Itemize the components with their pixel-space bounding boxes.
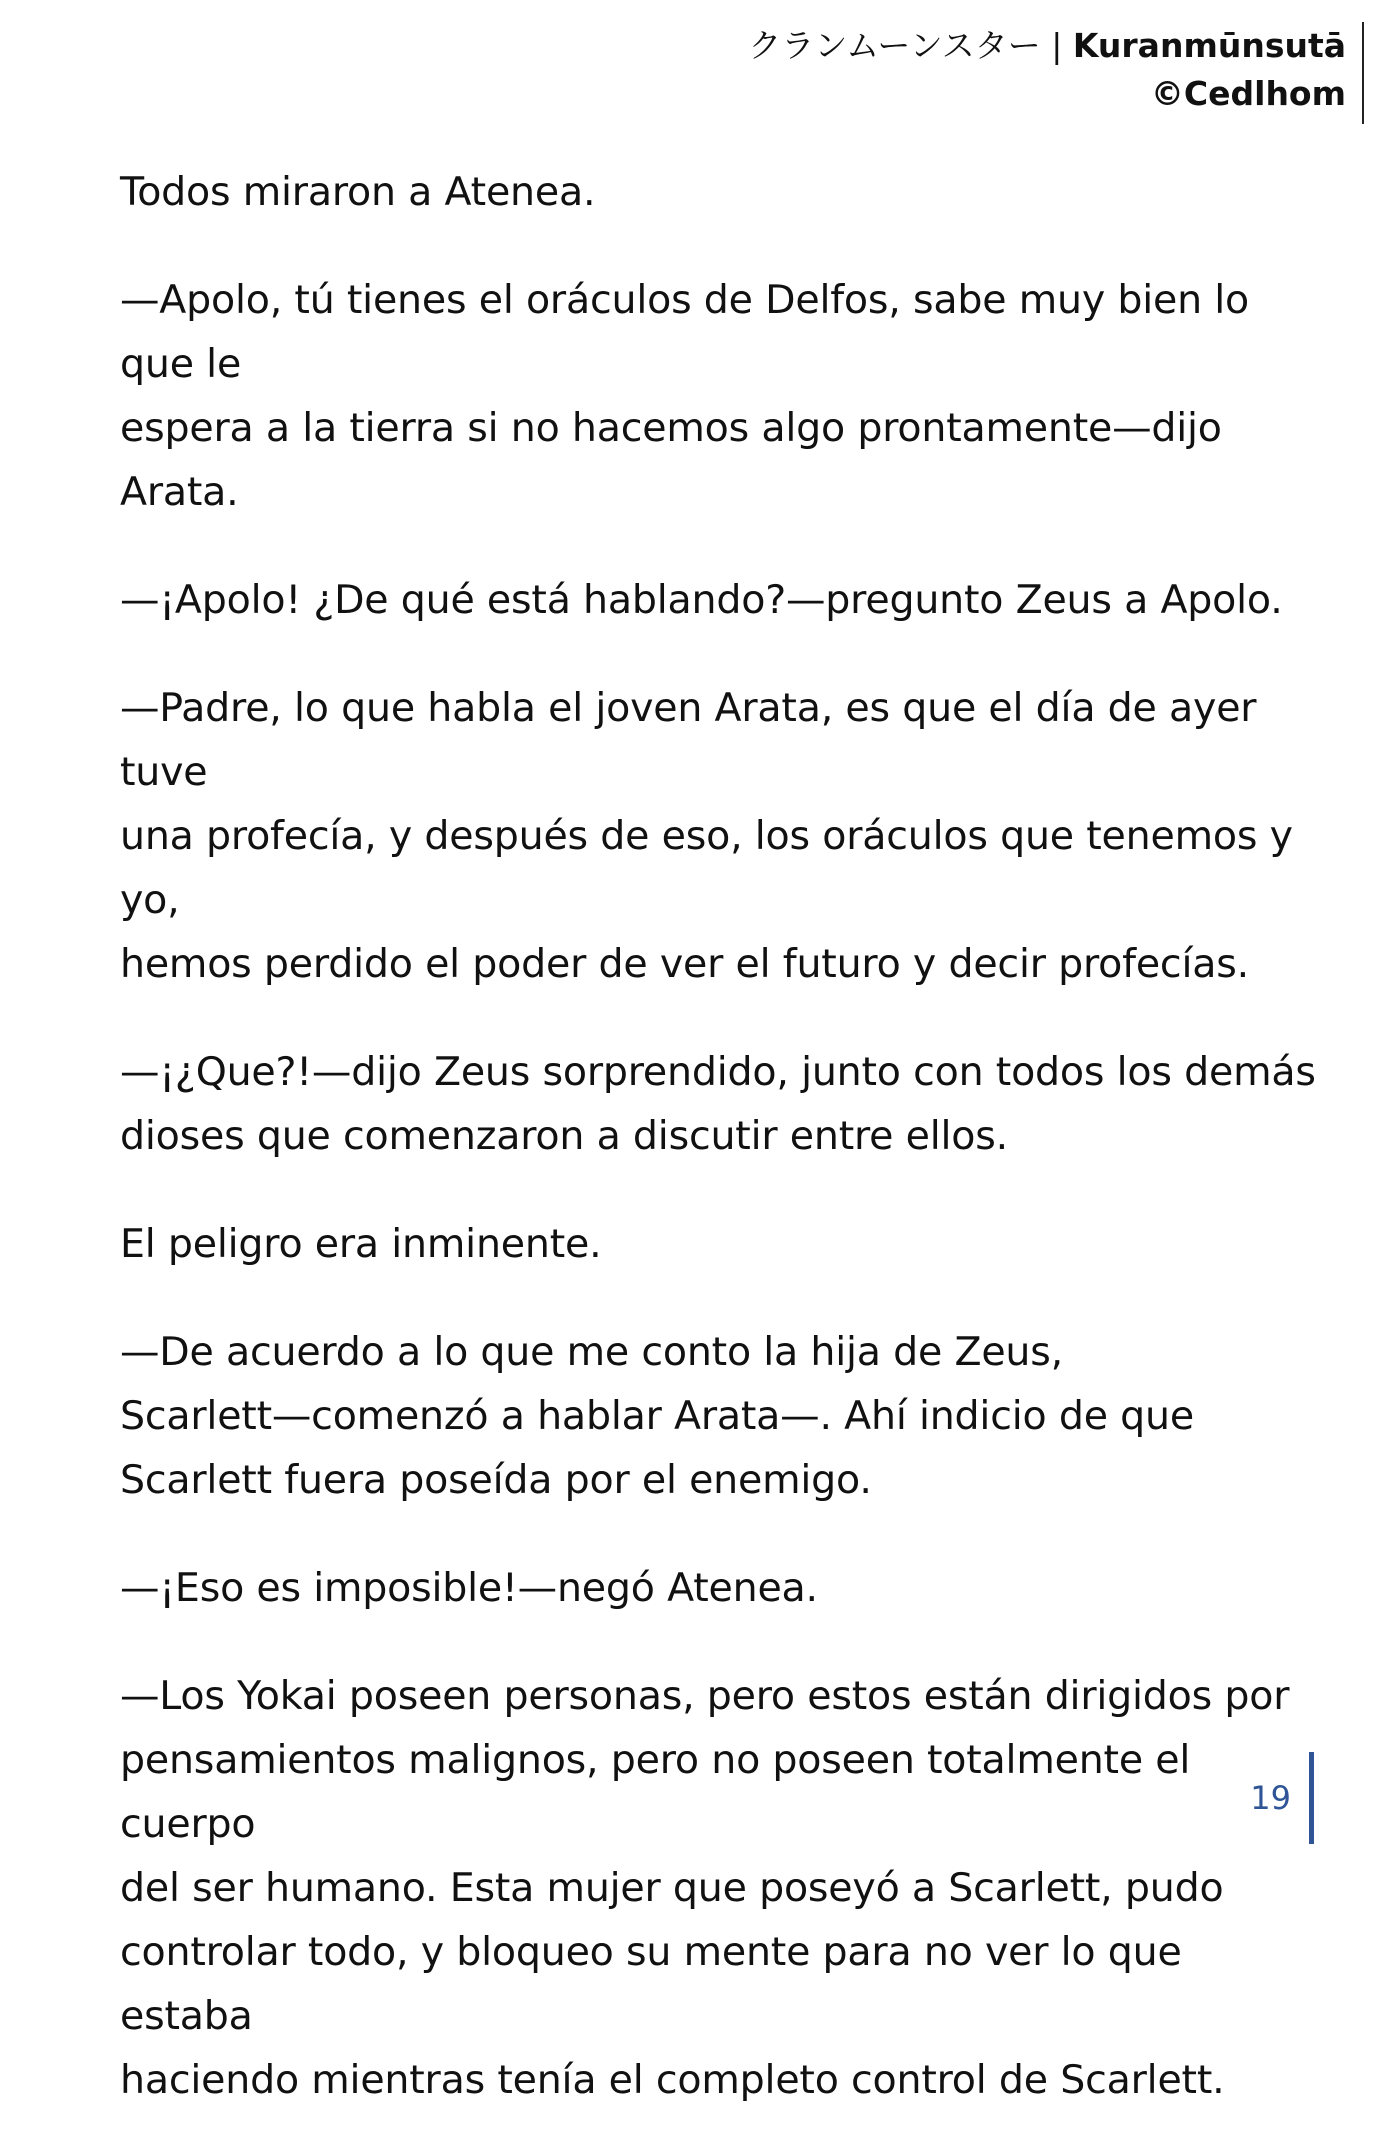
- paragraph: —¡¿Que?!—dijo Zeus sorprendido, junto con todos los demás dioses que comenzaron a discutir entre ellos.: [120, 1049, 1316, 1159]
- paragraph: —¡Apolo! ¿De qué está hablando?—pregunto Zeus a Apolo.: [120, 577, 1283, 623]
- paragraph: —¡Eso es imposible!—negó Atenea.: [120, 1565, 818, 1611]
- page-body: [120, 160, 1320, 2156]
- romanized-title: Kuranmūnsutā: [1072, 26, 1346, 65]
- japanese-title: クランムーンスター: [748, 26, 1041, 65]
- paragraph: Todos miraron a Atenea.: [120, 169, 596, 215]
- paragraph: —Los Yokai poseen personas, pero estos están dirigidos por pensamientos malignos, pero no poseen totalmente el cuerpo del ser humano. Esta mujer que poseyó a Scarlett, pudo controlar todo, y bloqueo su mente para no ver lo que estaba haciendo mientras tenía el completo control de Scarlett.: [120, 1673, 1290, 2103]
- header-copyright-line: [748, 70, 1346, 118]
- page-number-rule: [1309, 1752, 1314, 1844]
- page-header: [748, 22, 1364, 124]
- copyright-notice: ©Cedlhom: [1150, 74, 1346, 113]
- paragraph: El peligro era inminente.: [120, 1221, 602, 1267]
- paragraph: —Padre, lo que habla el joven Arata, es que el día de ayer tuve una profecía, y después de eso, los oráculos que tenemos y yo, hemos perdido el poder de ver el futuro y decir profecías.: [120, 685, 1293, 987]
- page-number: 19: [1250, 1779, 1291, 1817]
- page-footer: [1250, 1752, 1314, 1844]
- paragraph: —Apolo, tú tienes el oráculos de Delfos, sabe muy bien lo que le espera a la tierra si no hacemos algo prontamente—dijo Arata.: [120, 277, 1250, 515]
- paragraph: —De acuerdo a lo que me conto la hija de Zeus, Scarlett—comenzó a hablar Arata—. Ahí indicio de que Scarlett fuera poseída por el enemigo.: [120, 1329, 1194, 1503]
- header-title-line: [748, 22, 1346, 70]
- title-separator: |: [1051, 26, 1063, 65]
